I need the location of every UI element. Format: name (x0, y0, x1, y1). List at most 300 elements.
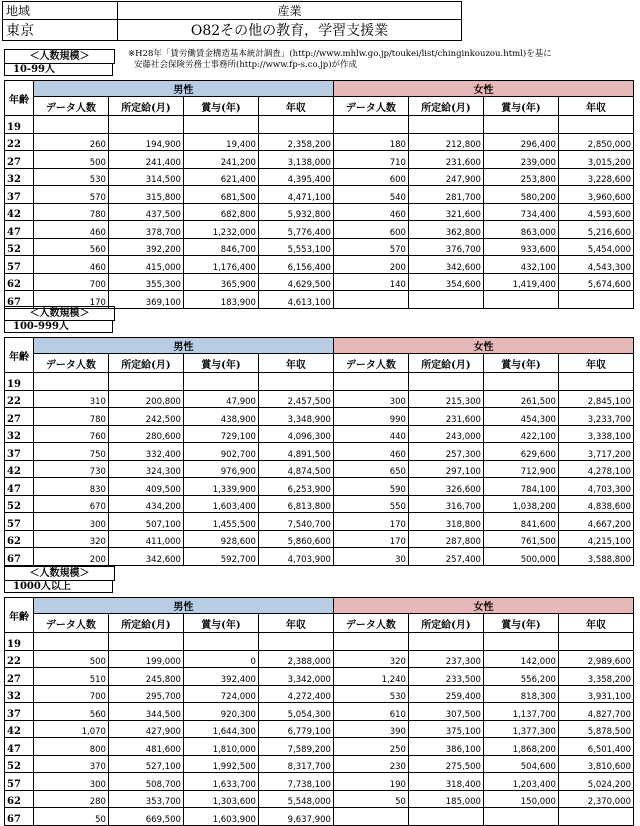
count-header: データ人数 (333, 614, 408, 633)
data-cell: 3,342,000 (258, 668, 333, 686)
age-cell: 32 (5, 425, 34, 443)
female-header: 女性 (333, 338, 633, 354)
data-cell: 4,593,600 (558, 203, 633, 221)
data-cell: 326,600 (408, 478, 483, 496)
wage-table (4, 597, 634, 826)
data-cell: 540 (333, 186, 408, 204)
data-cell: 386,100 (408, 738, 483, 756)
size-value: 1000人以上 (4, 580, 113, 593)
table-row (5, 390, 634, 408)
data-cell: 761,500 (483, 530, 558, 548)
data-cell: 841,600 (483, 513, 558, 531)
table-row (5, 116, 634, 134)
table-row (5, 273, 634, 291)
annual-header: 年収 (558, 97, 633, 116)
data-cell: 7,738,100 (258, 773, 333, 791)
data-cell: 560 (33, 703, 108, 721)
data-cell (333, 373, 408, 391)
data-cell: 314,500 (108, 168, 183, 186)
data-cell: 427,900 (108, 720, 183, 738)
data-cell: 760 (33, 425, 108, 443)
data-cell: 2,845,100 (558, 390, 633, 408)
data-cell: 243,000 (408, 425, 483, 443)
data-cell: 344,500 (108, 703, 183, 721)
data-cell: 3,931,100 (558, 685, 633, 703)
data-cell: 629,600 (483, 443, 558, 461)
data-cell: 242,500 (108, 408, 183, 426)
data-cell: 1,603,900 (183, 808, 258, 826)
data-cell (258, 633, 333, 651)
data-cell: 710 (333, 151, 408, 169)
data-cell: 5,878,500 (558, 720, 633, 738)
data-cell: 230 (333, 755, 408, 773)
salary-header: 所定給(月) (108, 614, 183, 633)
data-cell: 650 (333, 460, 408, 478)
data-cell: 378,700 (108, 221, 183, 239)
data-cell: 481,600 (108, 738, 183, 756)
data-cell: 30 (333, 548, 408, 566)
data-cell: 1,303,600 (183, 790, 258, 808)
data-cell: 392,200 (108, 238, 183, 256)
data-cell: 712,900 (483, 460, 558, 478)
data-cell: 4,874,500 (258, 460, 333, 478)
data-cell: 316,700 (408, 495, 483, 513)
data-cell: 212,800 (408, 133, 483, 151)
data-cell: 681,500 (183, 186, 258, 204)
data-cell (483, 808, 558, 826)
data-cell: 320 (33, 530, 108, 548)
age-cell: 57 (5, 513, 34, 531)
table-row (5, 495, 634, 513)
data-cell: 185,000 (408, 790, 483, 808)
region-label: 地域 (3, 2, 118, 20)
age-cell: 19 (5, 116, 34, 134)
data-cell: 4,667,200 (558, 513, 633, 531)
data-cell: 6,156,400 (258, 256, 333, 274)
data-cell: 2,457,500 (258, 390, 333, 408)
data-cell: 438,900 (183, 408, 258, 426)
data-cell: 5,553,100 (258, 238, 333, 256)
data-cell: 231,600 (408, 408, 483, 426)
data-cell: 434,200 (108, 495, 183, 513)
data-cell: 504,600 (483, 755, 558, 773)
table-row (5, 186, 634, 204)
data-cell: 432,100 (483, 256, 558, 274)
age-cell: 62 (5, 530, 34, 548)
data-cell: 4,613,100 (258, 291, 333, 309)
age-cell: 67 (5, 808, 34, 826)
data-cell: 863,000 (483, 221, 558, 239)
data-cell: 280,600 (108, 425, 183, 443)
age-cell: 42 (5, 720, 34, 738)
age-cell: 22 (5, 650, 34, 668)
data-cell: 4,703,900 (258, 548, 333, 566)
male-header: 男性 (33, 598, 333, 614)
data-cell: 1,419,400 (483, 273, 558, 291)
data-cell: 734,400 (483, 203, 558, 221)
age-cell: 67 (5, 548, 34, 566)
data-cell: 530 (33, 168, 108, 186)
data-cell: 4,629,500 (258, 273, 333, 291)
data-cell: 7,589,200 (258, 738, 333, 756)
data-cell (258, 116, 333, 134)
male-header: 男性 (33, 338, 333, 354)
data-cell: 592,700 (183, 548, 258, 566)
age-cell: 57 (5, 256, 34, 274)
age-cell: 27 (5, 151, 34, 169)
data-cell: 365,900 (183, 273, 258, 291)
age-header: 年齢 (5, 598, 34, 633)
data-cell: 4,096,300 (258, 425, 333, 443)
data-cell: 600 (333, 168, 408, 186)
data-cell (408, 373, 483, 391)
table-row (5, 668, 634, 686)
data-cell: 4,891,500 (258, 443, 333, 461)
table-row (5, 738, 634, 756)
data-cell: 422,100 (483, 425, 558, 443)
table-row (5, 238, 634, 256)
data-cell: 353,700 (108, 790, 183, 808)
data-cell: 560 (33, 238, 108, 256)
data-cell: 550 (333, 495, 408, 513)
data-cell: 369,100 (108, 291, 183, 309)
data-cell: 556,200 (483, 668, 558, 686)
data-cell: 669,500 (108, 808, 183, 826)
data-cell (183, 633, 258, 651)
table-row (5, 408, 634, 426)
bonus-header: 賞与(年) (183, 354, 258, 373)
data-cell: 180 (333, 133, 408, 151)
data-cell (183, 373, 258, 391)
data-cell: 724,000 (183, 685, 258, 703)
data-cell: 5,054,300 (258, 703, 333, 721)
data-cell: 1,240 (333, 668, 408, 686)
data-cell: 933,600 (483, 238, 558, 256)
data-cell: 600 (333, 221, 408, 239)
data-cell: 500,000 (483, 548, 558, 566)
data-cell (33, 633, 108, 651)
data-cell (483, 633, 558, 651)
data-cell: 3,228,600 (558, 168, 633, 186)
data-cell: 6,779,100 (258, 720, 333, 738)
data-cell: 784,100 (483, 478, 558, 496)
data-cell: 354,600 (408, 273, 483, 291)
data-cell: 570 (333, 238, 408, 256)
data-cell (558, 633, 633, 651)
data-cell: 190 (333, 773, 408, 791)
data-cell (408, 116, 483, 134)
age-cell: 37 (5, 186, 34, 204)
data-cell: 307,500 (408, 703, 483, 721)
data-cell: 199,000 (108, 650, 183, 668)
data-cell: 1,603,400 (183, 495, 258, 513)
data-cell: 0 (183, 650, 258, 668)
data-cell: 241,200 (183, 151, 258, 169)
data-cell (408, 808, 483, 826)
data-cell: 5,674,600 (558, 273, 633, 291)
data-cell: 729,100 (183, 425, 258, 443)
bonus-header: 賞与(年) (483, 354, 558, 373)
data-cell: 355,300 (108, 273, 183, 291)
age-cell: 37 (5, 703, 34, 721)
data-cell (108, 373, 183, 391)
bonus-header: 賞与(年) (483, 97, 558, 116)
table-row (5, 633, 634, 651)
data-cell: 570 (33, 186, 108, 204)
age-cell: 22 (5, 133, 34, 151)
table-row (5, 755, 634, 773)
data-cell: 375,100 (408, 720, 483, 738)
industry-label: 産業 (118, 2, 462, 20)
data-cell: 920,300 (183, 703, 258, 721)
table-row (5, 151, 634, 169)
data-cell: 259,400 (408, 685, 483, 703)
data-cell: 730 (33, 460, 108, 478)
age-cell: 47 (5, 478, 34, 496)
age-header: 年齢 (5, 81, 34, 116)
annual-header: 年収 (258, 354, 333, 373)
table-row (5, 168, 634, 186)
data-cell: 142,000 (483, 650, 558, 668)
data-cell: 1,339,900 (183, 478, 258, 496)
table-row (5, 443, 634, 461)
source-note (128, 49, 628, 71)
data-cell: 2,358,200 (258, 133, 333, 151)
data-cell: 846,700 (183, 238, 258, 256)
table-row (5, 478, 634, 496)
data-cell: 780 (33, 203, 108, 221)
data-cell: 5,932,800 (258, 203, 333, 221)
data-cell: 800 (33, 738, 108, 756)
data-cell: 3,015,200 (558, 151, 633, 169)
data-cell (108, 116, 183, 134)
table-row (5, 773, 634, 791)
table-row (5, 650, 634, 668)
data-cell: 200 (33, 548, 108, 566)
data-cell: 4,215,100 (558, 530, 633, 548)
data-cell: 527,100 (108, 755, 183, 773)
data-cell: 4,838,600 (558, 495, 633, 513)
data-cell: 287,800 (408, 530, 483, 548)
data-cell: 830 (33, 478, 108, 496)
data-cell: 4,827,700 (558, 703, 633, 721)
age-cell: 52 (5, 495, 34, 513)
data-cell: 460 (33, 256, 108, 274)
data-cell: 260 (33, 133, 108, 151)
salary-header: 所定給(月) (408, 354, 483, 373)
data-cell (33, 116, 108, 134)
data-cell (333, 633, 408, 651)
female-header: 女性 (333, 81, 633, 97)
data-cell (483, 373, 558, 391)
data-cell: 4,703,300 (558, 478, 633, 496)
table-row (5, 373, 634, 391)
data-cell: 1,232,000 (183, 221, 258, 239)
data-cell: 1,644,300 (183, 720, 258, 738)
data-cell: 4,395,400 (258, 168, 333, 186)
data-cell: 460 (333, 203, 408, 221)
data-cell: 241,400 (108, 151, 183, 169)
data-cell: 670 (33, 495, 108, 513)
data-cell: 281,700 (408, 186, 483, 204)
salary-header: 所定給(月) (108, 97, 183, 116)
data-cell (258, 373, 333, 391)
age-cell: 47 (5, 221, 34, 239)
table-row (5, 703, 634, 721)
data-cell: 200,800 (108, 390, 183, 408)
age-cell: 32 (5, 685, 34, 703)
data-cell: 682,800 (183, 203, 258, 221)
data-cell: 2,850,000 (558, 133, 633, 151)
table-row (5, 790, 634, 808)
salary-header: 所定給(月) (408, 97, 483, 116)
data-cell: 1,810,000 (183, 738, 258, 756)
data-cell: 233,500 (408, 668, 483, 686)
data-cell (333, 116, 408, 134)
data-cell: 300 (33, 513, 108, 531)
data-cell: 3,233,700 (558, 408, 633, 426)
data-cell: 4,272,400 (258, 685, 333, 703)
data-cell: 390 (333, 720, 408, 738)
data-cell: 6,813,800 (258, 495, 333, 513)
size-value: 100-999人 (4, 320, 113, 333)
data-cell: 409,500 (108, 478, 183, 496)
age-cell: 62 (5, 273, 34, 291)
data-cell: 1,176,400 (183, 256, 258, 274)
data-cell: 5,548,000 (258, 790, 333, 808)
bonus-header: 賞与(年) (483, 614, 558, 633)
data-cell: 318,800 (408, 513, 483, 531)
female-header: 女性 (333, 598, 633, 614)
data-cell: 1,992,500 (183, 755, 258, 773)
data-cell: 530 (333, 685, 408, 703)
data-cell: 928,600 (183, 530, 258, 548)
data-cell: 215,300 (408, 390, 483, 408)
data-cell: 310 (33, 390, 108, 408)
data-cell: 437,500 (108, 203, 183, 221)
data-cell (408, 633, 483, 651)
source-note-line1: ※H28年「賃労働賃金構造基本統計調査」(http://www.mhlw.go.jp/toukei/list/chinginkouzou.html)を基に (128, 49, 552, 59)
data-cell: 275,500 (408, 755, 483, 773)
data-cell: 5,860,600 (258, 530, 333, 548)
age-header: 年齢 (5, 338, 34, 373)
age-cell: 57 (5, 773, 34, 791)
data-cell: 415,000 (108, 256, 183, 274)
age-cell: 47 (5, 738, 34, 756)
age-cell: 27 (5, 668, 34, 686)
data-cell: 332,400 (108, 443, 183, 461)
table-row (5, 720, 634, 738)
table-row (5, 530, 634, 548)
data-cell: 411,000 (108, 530, 183, 548)
data-cell: 460 (333, 443, 408, 461)
age-cell: 52 (5, 755, 34, 773)
data-cell: 257,400 (408, 548, 483, 566)
region-value: 東京 (3, 20, 118, 41)
table-row (5, 256, 634, 274)
data-cell (558, 116, 633, 134)
annual-header: 年収 (258, 97, 333, 116)
table-row (5, 425, 634, 443)
data-cell: 1,455,500 (183, 513, 258, 531)
data-cell: 3,358,200 (558, 668, 633, 686)
data-cell: 780 (33, 408, 108, 426)
size-label: ＜人数規模＞ (4, 49, 115, 64)
bonus-header: 賞与(年) (183, 97, 258, 116)
data-cell: 50 (33, 808, 108, 826)
count-header: データ人数 (333, 354, 408, 373)
data-cell (183, 116, 258, 134)
data-cell: 362,800 (408, 221, 483, 239)
data-cell: 750 (33, 443, 108, 461)
age-cell: 32 (5, 168, 34, 186)
data-cell: 5,216,600 (558, 221, 633, 239)
data-cell: 19,400 (183, 133, 258, 151)
data-cell: 500 (33, 650, 108, 668)
data-cell: 321,600 (408, 203, 483, 221)
data-cell: 1,377,300 (483, 720, 558, 738)
data-cell: 1,038,200 (483, 495, 558, 513)
data-cell: 297,100 (408, 460, 483, 478)
size-value: 10-99人 (4, 63, 113, 76)
data-cell: 376,700 (408, 238, 483, 256)
data-cell: 590 (333, 478, 408, 496)
count-header: データ人数 (333, 97, 408, 116)
data-cell (483, 116, 558, 134)
data-cell: 342,600 (408, 256, 483, 274)
data-cell: 295,700 (108, 685, 183, 703)
age-cell: 22 (5, 390, 34, 408)
data-cell: 231,600 (408, 151, 483, 169)
data-cell: 324,300 (108, 460, 183, 478)
data-cell: 621,400 (183, 168, 258, 186)
data-cell: 3,338,100 (558, 425, 633, 443)
data-cell: 1,633,700 (183, 773, 258, 791)
data-cell (108, 633, 183, 651)
data-cell: 257,300 (408, 443, 483, 461)
age-cell: 19 (5, 373, 34, 391)
data-cell: 3,588,800 (558, 548, 633, 566)
data-cell: 4,543,300 (558, 256, 633, 274)
data-cell: 3,810,600 (558, 755, 633, 773)
data-cell: 6,501,400 (558, 738, 633, 756)
age-cell: 42 (5, 203, 34, 221)
data-cell: 818,300 (483, 685, 558, 703)
age-cell: 67 (5, 291, 34, 309)
count-header: データ人数 (33, 614, 108, 633)
data-cell: 170 (333, 530, 408, 548)
count-header: データ人数 (33, 354, 108, 373)
size-label: ＜人数規模＞ (4, 566, 115, 581)
data-cell: 460 (33, 221, 108, 239)
age-cell: 42 (5, 460, 34, 478)
data-cell: 5,024,200 (558, 773, 633, 791)
data-cell: 976,900 (183, 460, 258, 478)
data-cell: 8,317,700 (258, 755, 333, 773)
age-cell: 19 (5, 633, 34, 651)
data-cell: 3,138,000 (258, 151, 333, 169)
age-cell: 62 (5, 790, 34, 808)
data-cell: 4,278,100 (558, 460, 633, 478)
data-cell: 253,800 (483, 168, 558, 186)
data-cell: 247,900 (408, 168, 483, 186)
data-cell: 500 (33, 151, 108, 169)
male-header: 男性 (33, 81, 333, 97)
data-cell: 580,200 (483, 186, 558, 204)
industry-value: O82その他の教育，学習支援業 (118, 20, 462, 41)
data-cell: 392,400 (183, 668, 258, 686)
data-cell: 47,900 (183, 390, 258, 408)
